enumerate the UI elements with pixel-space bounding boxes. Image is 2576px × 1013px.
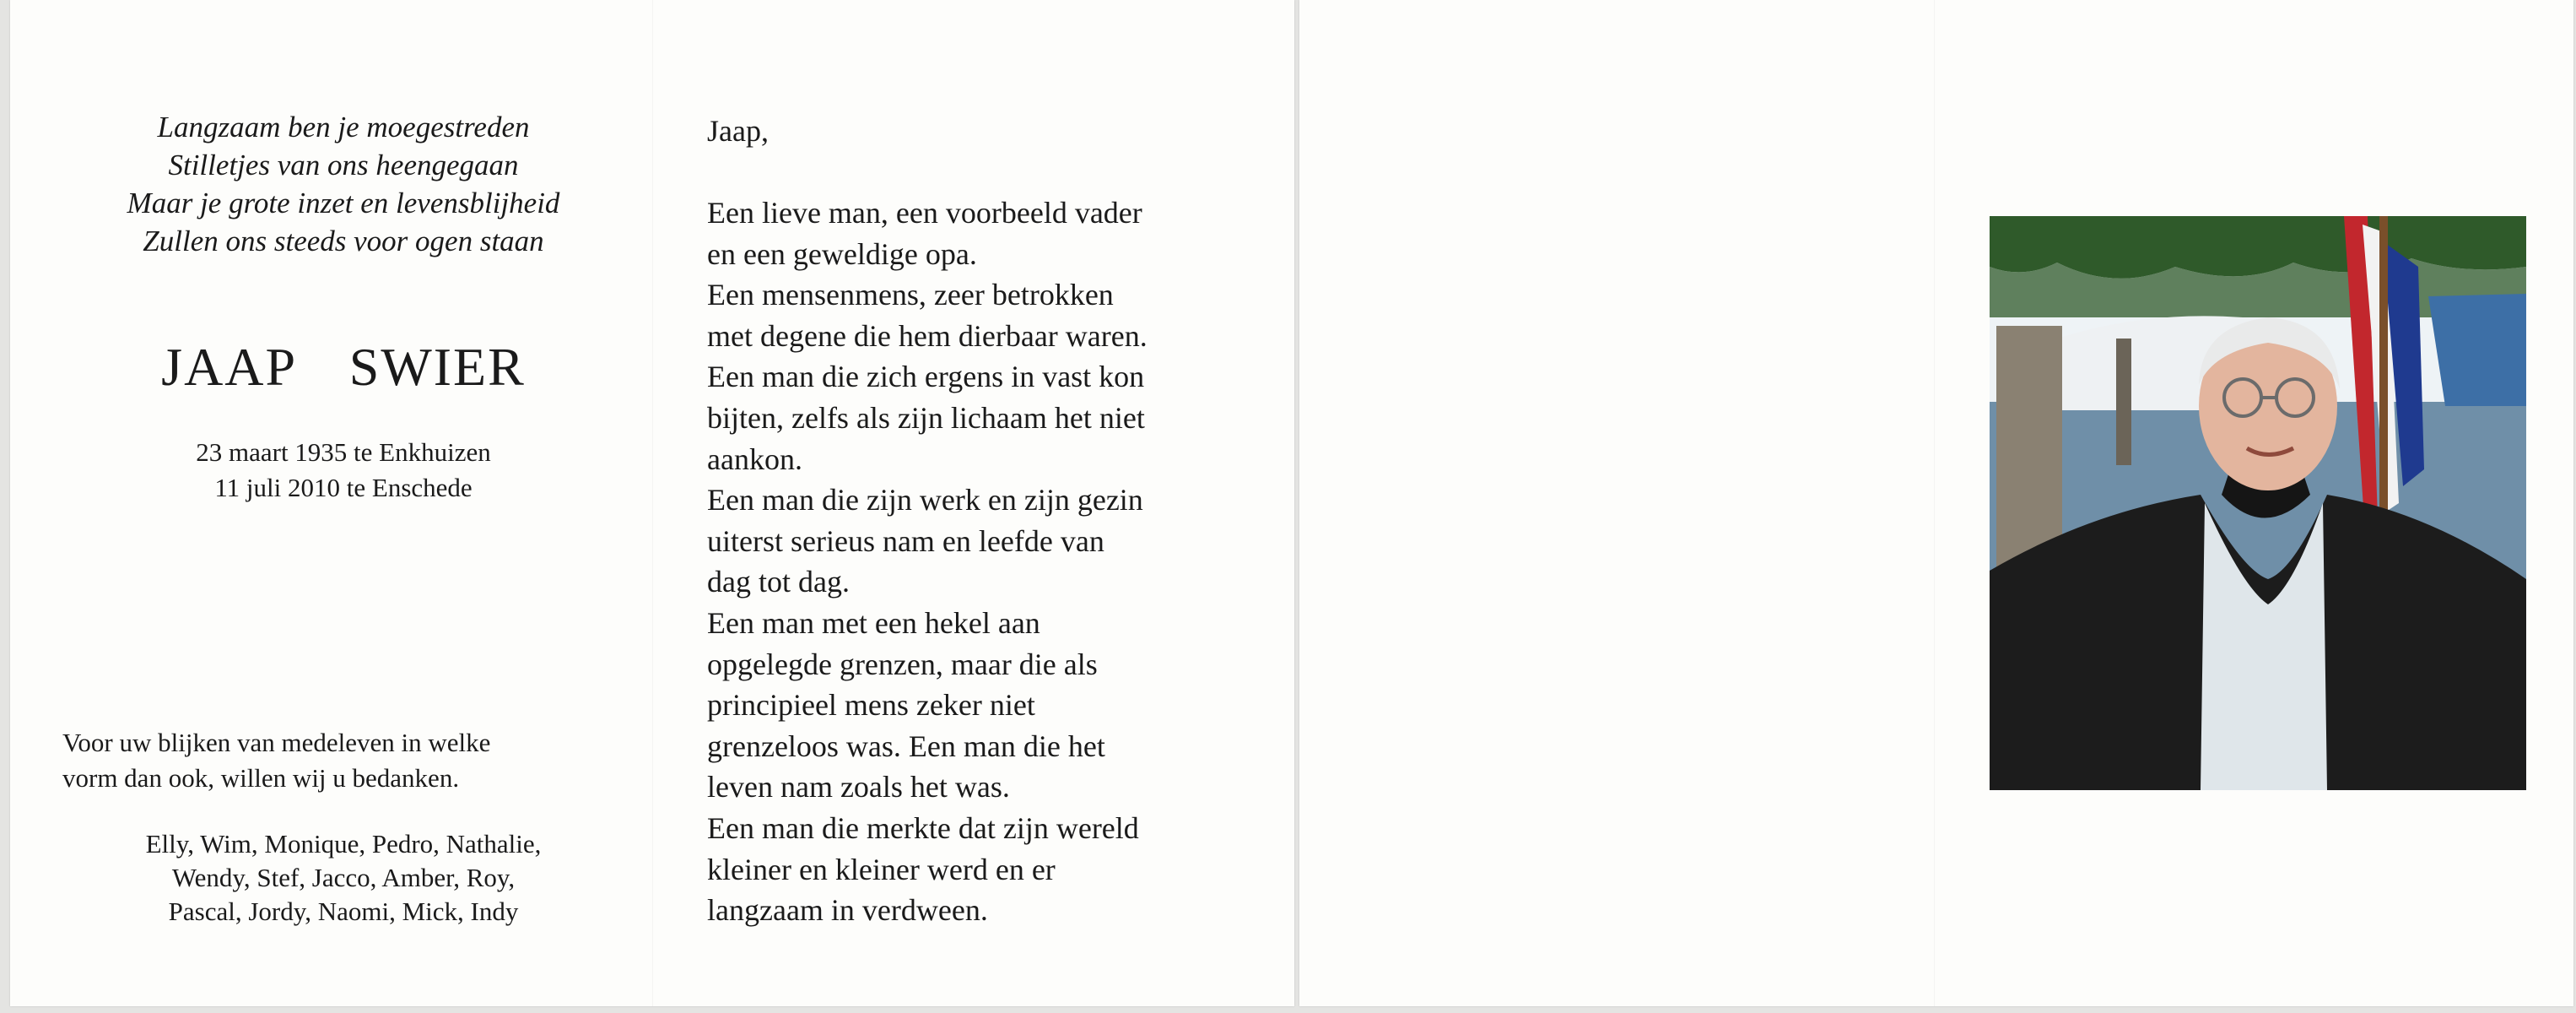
card-fold xyxy=(1934,0,1935,1006)
tribute-line: aankon. xyxy=(707,441,802,476)
tribute-line: Een man met een hekel aan xyxy=(707,605,1040,640)
tribute-line: leven nam zoals het was. xyxy=(707,770,1010,804)
thanks-line: vorm dan ook, willen wij u bedanken. xyxy=(62,763,460,793)
portrait-illustration xyxy=(1990,216,2526,790)
poem-line: Zullen ons steeds voor ogen staan xyxy=(143,225,544,257)
poem-line: Maar je grote inzet en levensblijheid xyxy=(127,187,560,219)
tribute-line: kleiner en kleiner werd en er xyxy=(707,852,1056,886)
tribute-line: Een man die zich ergens in vast kon xyxy=(707,360,1145,394)
tribute-line: en een geweldige opa. xyxy=(707,236,977,271)
deceased-name: JAAP SWIER xyxy=(161,337,526,397)
tribute-line: Een lieve man, een voorbeeld vader xyxy=(707,196,1142,230)
tribute-line: bijten, zelfs als zijn lichaam het niet xyxy=(707,400,1145,435)
tribute-greeting: Jaap, xyxy=(707,114,769,148)
portrait-photo xyxy=(1990,216,2526,790)
family-line: Elly, Wim, Monique, Pedro, Nathalie, xyxy=(145,829,542,859)
tribute-text xyxy=(707,192,1264,931)
tribute-line: opgelegde grenzen, maar die als xyxy=(707,647,1098,681)
poem xyxy=(61,108,626,260)
tribute-line: principieel mens zeker niet xyxy=(707,688,1035,723)
poem-line: Stilletjes van ons heengegaan xyxy=(168,149,519,181)
tribute-line: Een man die merkte dat zijn wereld xyxy=(707,810,1139,845)
card-fold xyxy=(652,0,653,1006)
tribute-line: met degene die hem dierbaar waren. xyxy=(707,318,1148,353)
poem-line: Langzaam ben je moegestreden xyxy=(157,111,530,144)
family-line: Wendy, Stef, Jacco, Amber, Roy, xyxy=(171,863,516,892)
tribute-line: Een man die zijn werk en zijn gezin xyxy=(707,483,1143,517)
flag-pole xyxy=(2379,216,2388,537)
death-date: 11 juli 2010 te Enschede xyxy=(214,473,473,502)
tribute-line: dag tot dag. xyxy=(707,565,850,599)
tribute-line: grenzeloos was. Een man die het xyxy=(707,729,1105,763)
thanks-message xyxy=(62,725,653,796)
family-names xyxy=(61,827,626,929)
family-line: Pascal, Jordy, Naomi, Mick, Indy xyxy=(168,897,519,926)
birth-date: 23 maart 1935 te Enkhuizen xyxy=(196,437,491,467)
card-inner-spread xyxy=(10,0,1294,1006)
mooring-post-far xyxy=(2116,339,2131,465)
tribute-line: Een mensenmens, zeer betrokken xyxy=(707,278,1114,312)
tribute-line: langzaam in verdween. xyxy=(707,893,988,928)
blue-boat-cover xyxy=(2428,294,2526,406)
life-dates xyxy=(61,435,626,506)
card-photo-spread xyxy=(1299,0,2573,1006)
tribute-line: uiterst serieus nam en leefde van xyxy=(707,523,1104,558)
thanks-line: Voor uw blijken van medeleven in welke xyxy=(62,728,491,757)
